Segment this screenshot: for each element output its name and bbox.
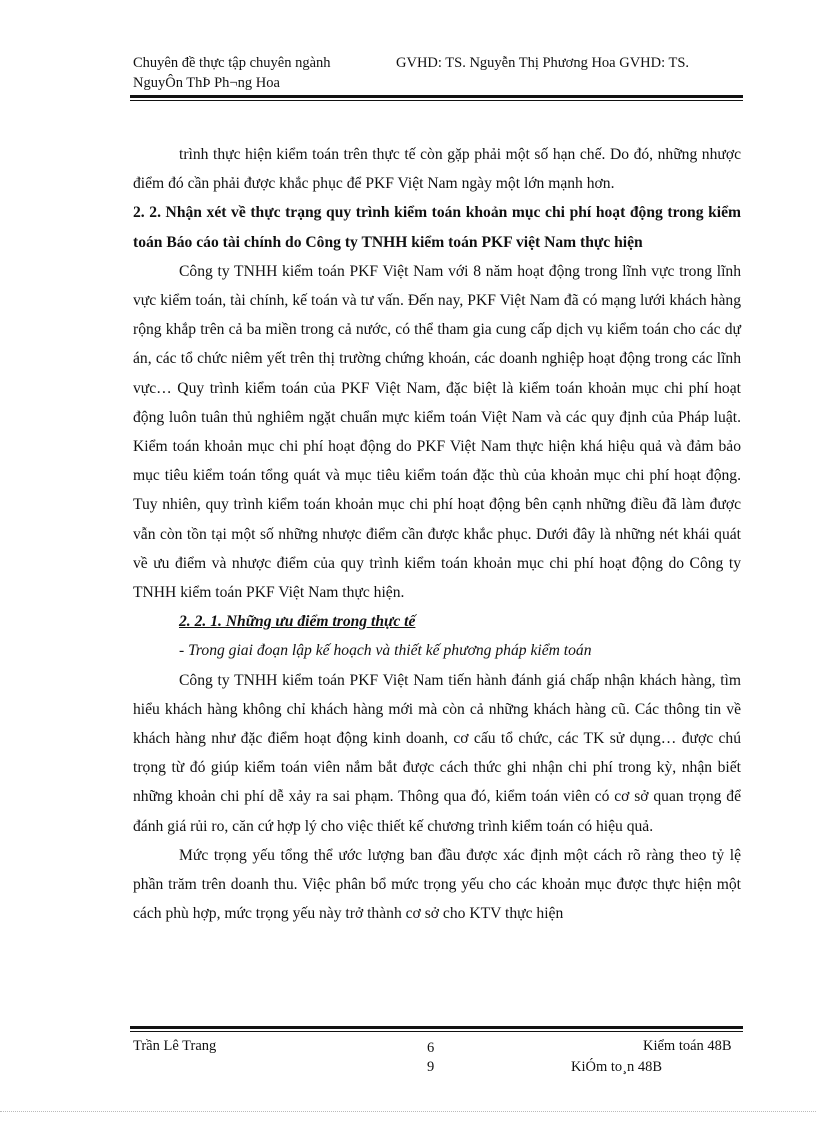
footer-page-number: 6: [427, 1040, 435, 1056]
subsection-subtitle: - Trong giai đoạn lập kế hoạch và thiết kế phương pháp kiểm toán: [179, 642, 592, 660]
footer-class-garbled: KiÓm to¸n 48B: [571, 1059, 663, 1075]
header-author-garbled: NguyÔn ThÞ Ph¬ng Hoa: [133, 75, 280, 91]
footer-rule-thin: [130, 1031, 743, 1032]
header-supervisor: GVHD: TS. Nguyễn Thị Phương Hoa GVHD: TS.: [396, 55, 690, 71]
header-course-title: Chuyên đề thực tập chuyên ngành: [133, 55, 331, 71]
document-body: [133, 140, 741, 928]
subsection-heading: 2. 2. 1. Những ưu điểm trong thực tế: [179, 613, 416, 631]
footer-rule-thick: [130, 1026, 743, 1029]
paragraph-overview: Công ty TNHH kiểm toán PKF Việt Nam với 8 năm hoạt động trong lĩnh vực trong lĩnh vực kiểm toán, tài chính, kế toán và tư vấn. Đến nay, PKF Việt Nam đã có mạng lưới khách hàng rộng khắp trên cả ba miền trong cả nước, có thể tham gia cung cấp dịch vụ kiểm toán cho các dự án, các tổ chức niêm yết trên thị trường chứng khoán, các doanh nghiệp hoạt động trong các lĩnh vực… Quy trình kiểm toán của PKF Việt Nam, đặc biệt là kiểm toán khoản mục chi phí hoạt động luôn tuân thủ nghiêm ngặt chuẩn mực kiểm toán Việt Nam và các quy định của Pháp luật. Kiểm toán khoản mục chi phí hoạt động do PKF Việt Nam thực hiện khá hiệu quả và đảm bảo mục tiêu kiểm toán tổng quát và mục tiêu kiểm toán đặc thù của khoản mục chi phí hoạt động. Tuy nhiên, quy trình kiểm toán khoản mục chi phí hoạt động bên cạnh những điều đã làm được vẫn còn tồn tại một số những nhược điểm cần được khắc phục. Dưới đây là những nét khái quát về ưu điểm và nhược điểm của quy trình kiểm toán khoản mục chi phí hoạt động do Công ty TNHH kiểm toán PKF Việt Nam thực hiện.: [133, 262, 741, 602]
paragraph-materiality: Mức trọng yếu tổng thể ước lượng ban đầu được xác định một cách rõ ràng theo tỷ lệ phần trăm trên doanh thu. Việc phân bổ mức trọng yếu cho các khoản mục được thực hiện một cách phù hợp, mức trọng yếu này trở thành cơ sở cho KTV thực hiện: [133, 846, 741, 923]
footer-class: Kiểm toán 48B: [643, 1038, 732, 1054]
paragraph-planning: Công ty TNHH kiểm toán PKF Việt Nam tiến hành đánh giá chấp nhận khách hàng, tìm hiểu khách hàng không chỉ khách hàng mới mà còn cả những khách hàng cũ. Các thông tin về khách hàng như đặc điểm hoạt động kinh doanh, cơ cấu tổ chức, các TK sử dụng… được chú trọng từ đó giúp kiểm toán viên nắm bắt được cách thức ghi nhận chi phí trong kỳ, nhận biết những khoản chi phí dễ xảy ra sai phạm. Thông qua đó, kiểm toán viên có cơ sở quan trọng để đánh giá rủi ro, căn cứ hợp lý cho việc thiết kế chương trình kiểm toán có hiệu quả.: [133, 671, 741, 835]
header-rule-thick: [130, 95, 743, 98]
paragraph-intro: trình thực hiện kiểm toán trên thực tế còn gặp phải một số hạn chế. Do đó, những nhược điểm đó cần phải được khắc phục để PKF Việt Nam ngày một lớn mạnh hơn.: [133, 146, 741, 193]
footer-author: Trần Lê Trang: [133, 1038, 217, 1054]
header-left: [133, 53, 331, 93]
footer-page-number-duplicate: 9: [427, 1059, 435, 1075]
page-boundary-dotted: [0, 1111, 816, 1112]
header-rule-thin: [130, 100, 743, 101]
section-heading: 2. 2. Nhận xét về thực trạng quy trình kiểm toán khoản mục chi phí hoạt động trong kiểm toán Báo cáo tài chính do Công ty TNHH kiểm toán PKF việt Nam thực hiện: [133, 204, 741, 251]
